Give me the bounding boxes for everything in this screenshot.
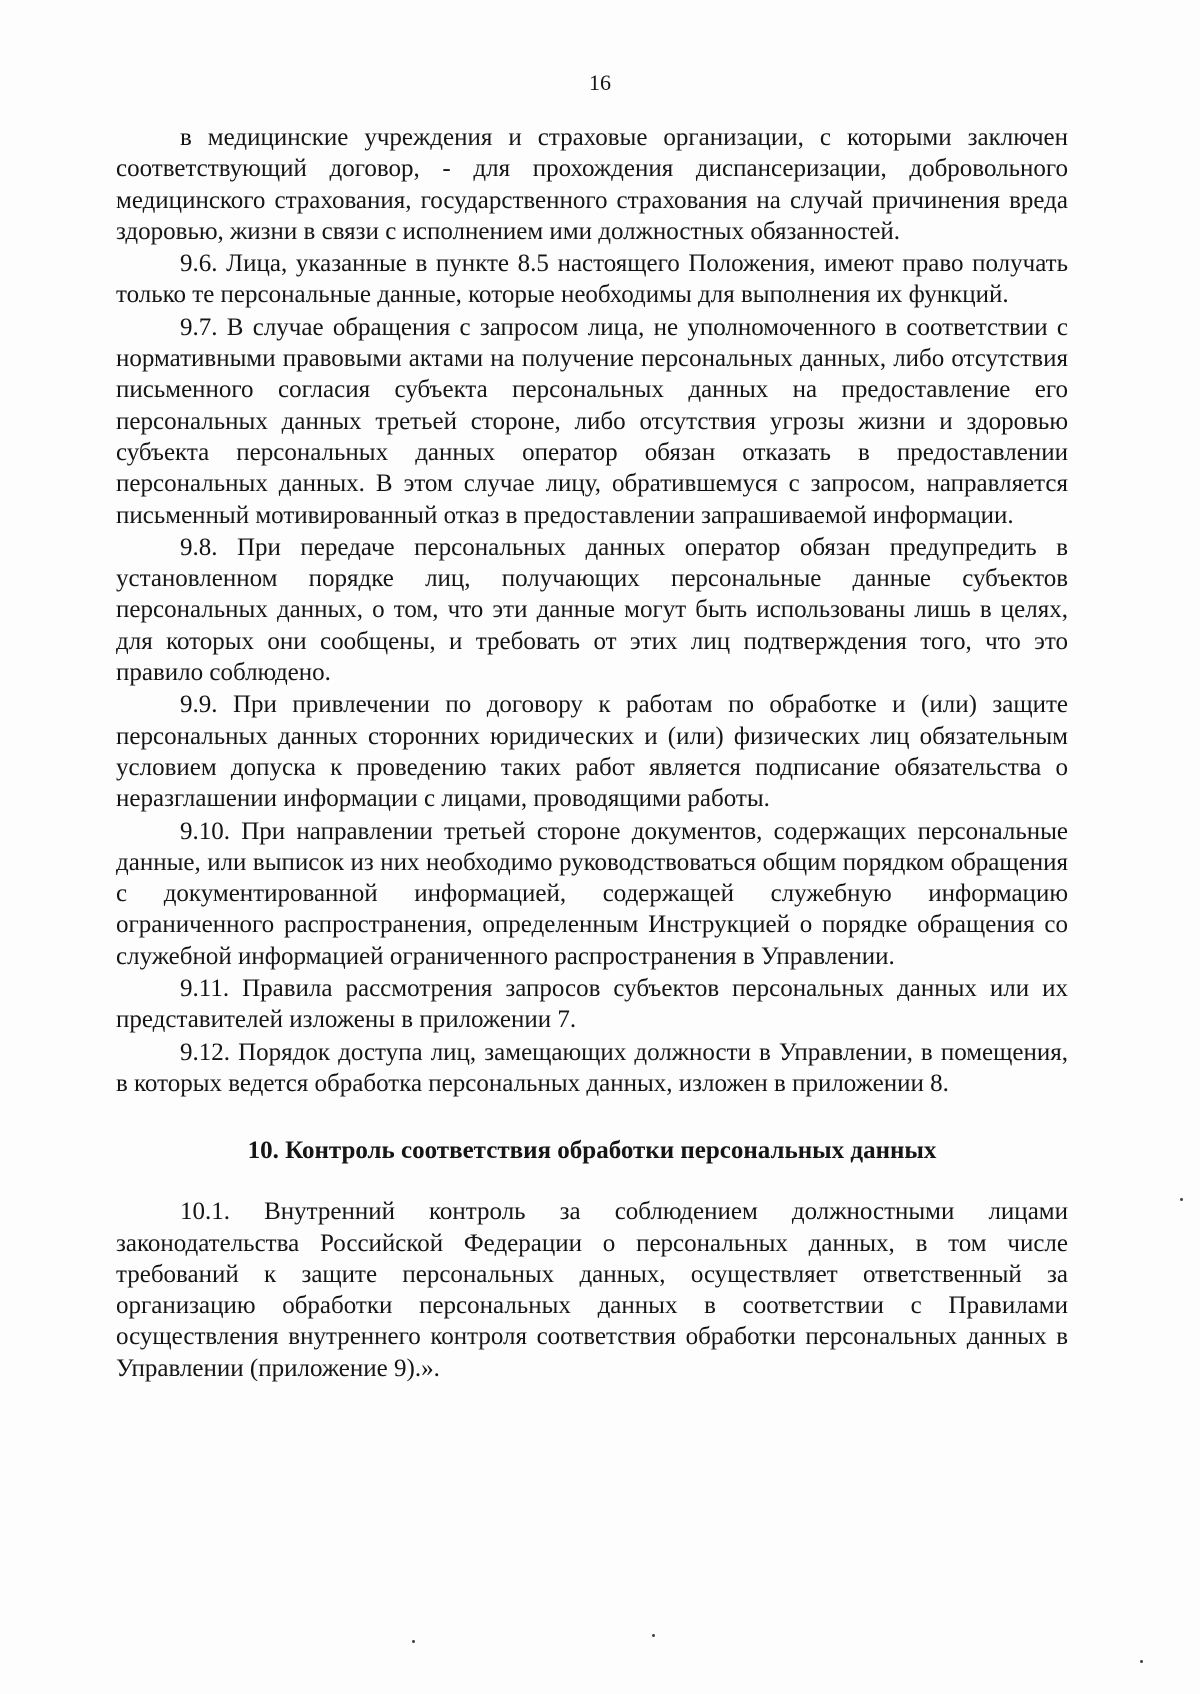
scan-speck: [412, 1640, 415, 1643]
paragraph-9-8: 9.8. При передаче персональных данных оператор обязан предупредить в установленном порядке лиц, получающих персональные данные субъектов персональных данных, о том, что эти данные могут быть использованы лишь в целях, для которых они сообщены, и требовать от этих лиц подтверждения того, что это правило соблюдено.: [116, 533, 1068, 687]
document-body: [116, 122, 1068, 1385]
page-number: 16: [589, 70, 611, 95]
scan-speck: [1140, 1660, 1143, 1663]
paragraph-9-10: 9.10. При направлении третьей стороне документов, содержащих персональные данные, или выписок из них необходимо руководствоваться общим порядком обращения с документированной информацией, содержащей служебную информацию ограниченного распространения, определенным Инструкцией о порядке обращения со служебной информацией ограниченного распространения в Управлении.: [116, 817, 1068, 970]
paragraph-9-11: 9.11. Правила рассмотрения запросов субъектов персональных данных или их представителей изложены в приложении 7.: [116, 975, 1068, 1034]
section-heading: 10. Контроль соответствия обработки персональных данных: [247, 1137, 937, 1165]
scan-speck: [652, 1634, 655, 1637]
scan-speck: [1180, 1198, 1183, 1201]
paragraph-10-1: 10.1. Внутренний контроль за соблюдением должностными лицами законодательства Российской Федерации о персональных данных, в том числе требований к защите персональных данных, осуществляет ответственный за организацию обработки персональных данных в соответствии с Правилами осуществления внутреннего контроля соответствия обработки персональных данных в Управлении (приложение 9).».: [116, 1198, 1068, 1382]
paragraph-9-9: 9.9. При привлечении по договору к работам по обработке и (или) защите персональных данных сторонних юридических и (или) физических лиц обязательным условием допуска к проведению таких работ является подписание обязательства о неразглашении информации с лицами, проводящими работы.: [116, 691, 1068, 813]
paragraph-9-12: 9.12. Порядок доступа лиц, замещающих должности в Управлении, в помещения, в которых ведется обработка персональных данных, изложен в приложении 8.: [116, 1038, 1068, 1097]
paragraph-continuation: в медицинские учреждения и страховые организации, с которыми заключен соответствующий договор, - для прохождения диспансеризации, добровольного медицинского страхования, государственного страхования на случай причинения вреда здоровью, жизни в связи с исполнением ими должностных обязанностей.: [116, 124, 1068, 245]
paragraph-9-7: 9.7. В случае обращения с запросом лица, не уполномоченного в соответствии с нормативными правовыми актами на получение персональных данных, либо отсутствия письменного согласия субъекта персональных данных на предоставление его персональных данных третьей стороне, либо отсутствия угрозы жизни и здоровью субъекта персональных данных оператор обязан отказать в предоставлении персональных данных. В этом случае лицу, обратившемуся с запросом, направляется письменный мотивированный отказ в предоставлении запрашиваемой информации.: [116, 313, 1068, 529]
paragraph-9-6: 9.6. Лица, указанные в пункте 8.5 настоящего Положения, имеют право получать только те персональные данные, которые необходимы для выполнения их функций.: [116, 250, 1068, 309]
